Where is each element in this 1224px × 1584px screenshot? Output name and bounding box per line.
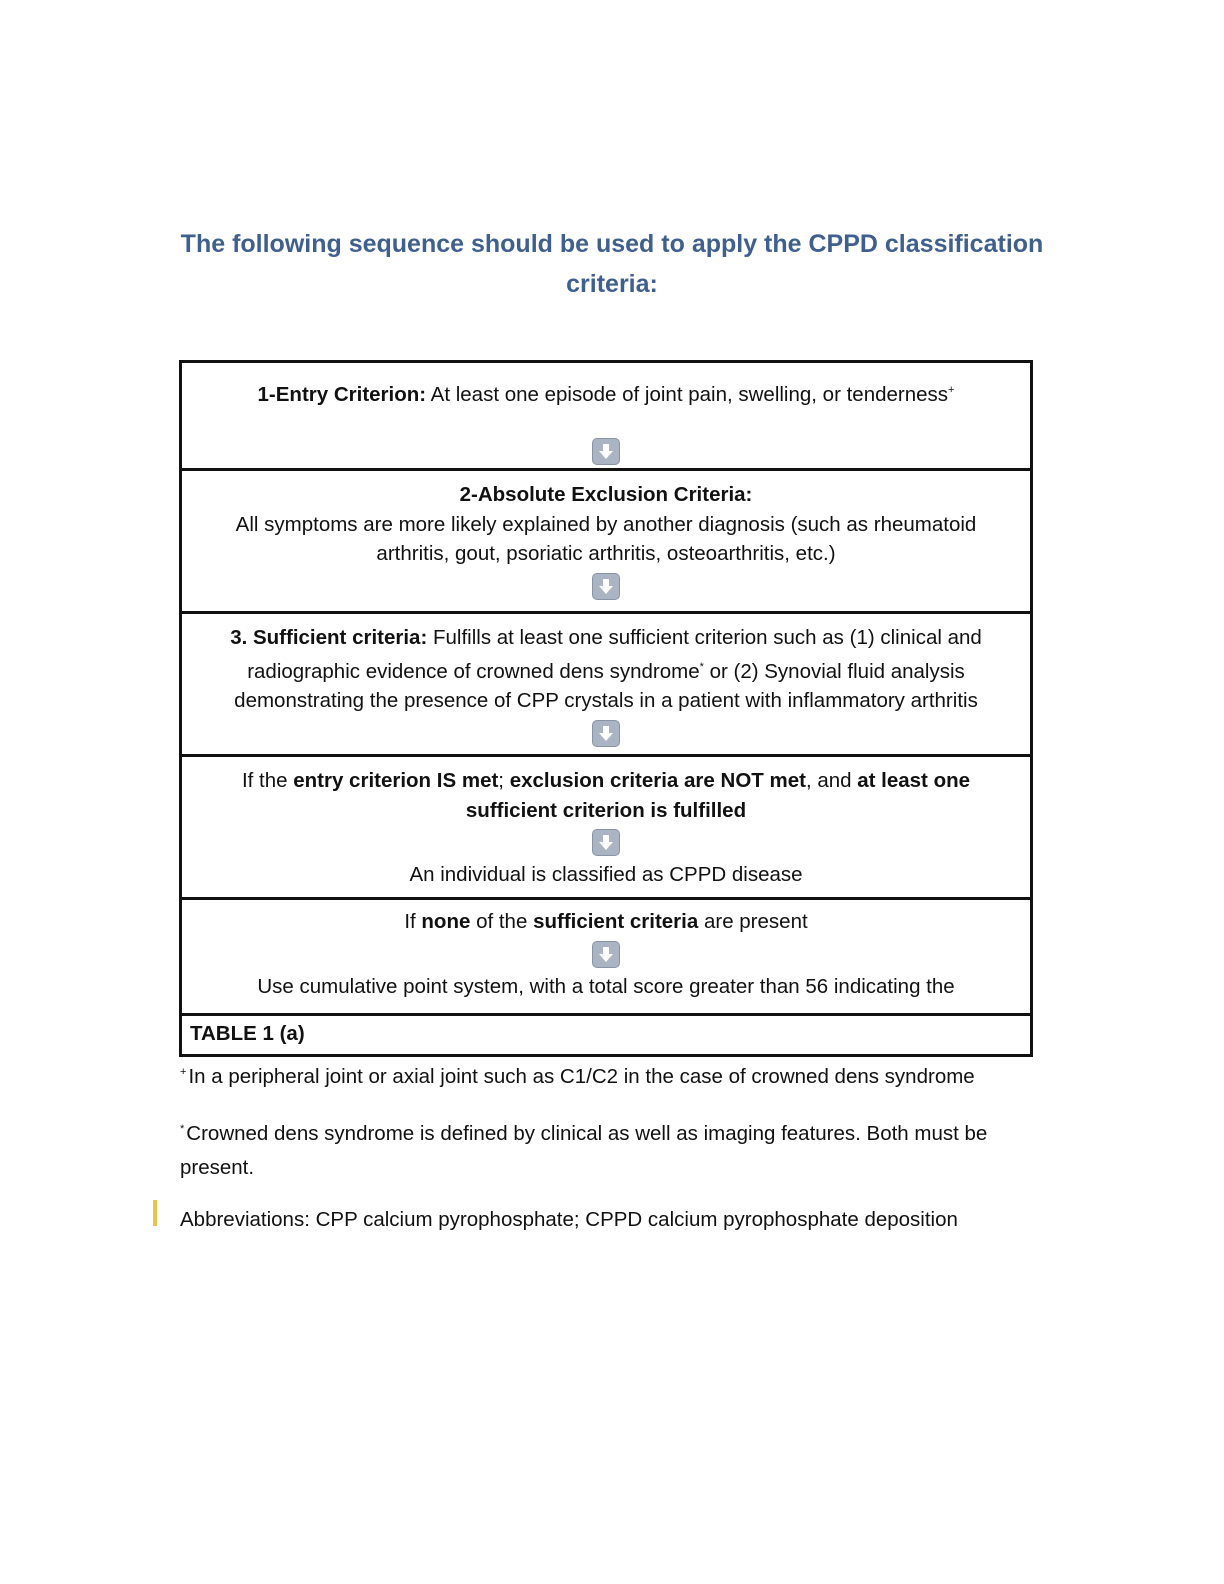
none-condition-text: If none of the sufficient criteria are present <box>404 910 808 933</box>
down-arrow-icon <box>592 829 620 856</box>
entry-criterion-text: 1-Entry Criterion: At least one episode of joint pain, swelling, or tenderness+ <box>257 383 955 406</box>
footnote-asterisk: *Crowned dens syndrome is defined by clinical as well as imaging features. Both must be present. <box>180 1122 988 1179</box>
down-arrow-icon <box>592 720 620 747</box>
decision-result-text: An individual is classified as CPPD disease <box>409 863 803 886</box>
entry-criterion-label: 1-Entry Criterion: <box>257 383 427 406</box>
asterisk-footnote-mark: * <box>699 660 704 673</box>
exclusion-criteria-label: 2-Absolute Exclusion Criteria: <box>459 483 753 506</box>
footnote-plus: +In a peripheral joint or axial joint such as C1/C2 in the case of crowned dens syndrome <box>180 1065 975 1088</box>
sufficient-criteria-text: 3. Sufficient criteria: Fulfills at least one sufficient criterion such as (1) clinical and radiographic evidence of crowned dens syndrome* or (2) Synovial fluid analysis demonstrating the presence of CPP crystals in a patient with inflammatory arthritis <box>230 626 982 712</box>
exclusion-criteria-cell <box>182 471 1030 614</box>
abbreviations-note: Abbreviations: CPP calcium pyrophosphate; CPPD calcium pyrophosphate deposition <box>180 1208 958 1231</box>
footnotes <box>180 1055 1040 1255</box>
entry-criterion-cell <box>182 363 1030 471</box>
classification-decision-cell <box>182 757 1030 900</box>
title-line-1: The following sequence should be used to apply the CPPD classification <box>180 230 1044 258</box>
title-line-2: criteria: <box>566 270 658 298</box>
table-caption: TABLE 1 (a) <box>182 1013 1030 1054</box>
change-bar <box>153 1200 157 1226</box>
down-arrow-icon <box>592 438 620 465</box>
sufficient-criteria-cell <box>182 614 1030 757</box>
page-title <box>180 224 1044 304</box>
exclusion-criteria-text: All symptoms are more likely explained by another diagnosis (such as rheumatoid arthritis, gout, psoriatic arthritis, osteoarthritis, etc.) <box>235 512 977 565</box>
point-system-text: Use cumulative point system, with a total score greater than 56 indicating the <box>257 974 955 998</box>
down-arrow-icon <box>592 941 620 968</box>
point-system-cell <box>182 900 1030 1013</box>
down-arrow-icon <box>592 573 620 600</box>
plus-footnote-mark: + <box>948 384 955 396</box>
sufficient-criteria-label: 3. Sufficient criteria: <box>230 626 428 649</box>
decision-condition-text: If the entry criterion IS met; exclusion criteria are NOT met, and at least one sufficient criterion is fulfilled <box>241 769 971 822</box>
criteria-flowchart <box>179 360 1033 1057</box>
